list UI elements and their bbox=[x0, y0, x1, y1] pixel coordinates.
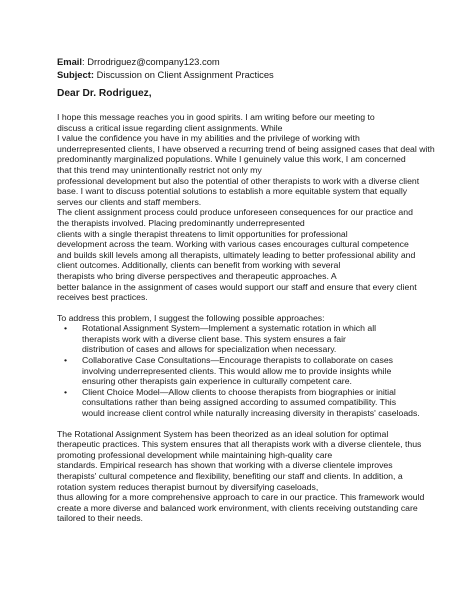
bullet-text: involving underrepresented clients. This would allow me to provide insights while bbox=[82, 365, 392, 376]
bullet-item bbox=[57, 323, 422, 355]
bullet-text: Collaborative Case Consultations—Encourage therapists to collaborate on cases bbox=[82, 355, 393, 366]
intro-line: therapists who bring diverse perspectives and therapeutic approaches. A bbox=[57, 270, 337, 281]
bullet-text: ensuring other therapists gain experience in culturally competent care. bbox=[82, 376, 352, 387]
intro-line: The client assignment process could produce unforeseen consequences for our practice and bbox=[57, 207, 413, 218]
email-line bbox=[57, 56, 274, 69]
email-address: : Drrodriguez@company123.com bbox=[82, 56, 220, 67]
intro-line: the therapists involved. Placing predominantly underrepresented bbox=[57, 217, 305, 228]
subject-label: Subject: bbox=[57, 68, 94, 80]
intro-line: receives best practices. bbox=[57, 292, 148, 303]
closing-line: standards. Empirical research has shown that working with a diverse clientele improves bbox=[57, 460, 393, 471]
intro-line: predominantly marginalized populations. While I genuinely value this work, I am concerned bbox=[57, 154, 406, 165]
bullet-item bbox=[57, 355, 422, 387]
intro-line: client outcomes. Additionally, clients can benefit from working with several bbox=[57, 260, 341, 271]
bullet-text: consultations rather than being assigned according to assumed compatibility. This bbox=[82, 397, 397, 408]
closing-line: thus allowing for a more comprehensive approach to care in our practice. This framework would bbox=[57, 492, 425, 503]
intro-line: underrepresented clients, I have observed a recurring trend of being assigned cases that deal with bbox=[57, 143, 435, 154]
paragraph-gap bbox=[57, 303, 422, 313]
bullet-dot: • bbox=[64, 386, 68, 397]
closing-line: therapeutic practices. This system ensures that all therapists work with a diverse clientele, thus bbox=[57, 439, 422, 450]
intro-line: and builds skill levels among all therapists, ultimately leading to better professional ability and bbox=[57, 249, 416, 260]
email-label: Email bbox=[57, 56, 83, 67]
intro-line: discuss a critical issue regarding client assignments. While bbox=[57, 122, 283, 133]
intro-line: I hope this message reaches you in good spirits. I am writing before our meeting to bbox=[57, 112, 375, 122]
intro-line: better balance in the assignment of cases would support our staff and ensure that every client bbox=[57, 281, 417, 292]
intro-line: that this trend may unintentionally restrict not only my bbox=[57, 164, 262, 175]
approaches-list bbox=[57, 323, 422, 418]
closing-line: create a more diverse and balanced work environment, with clients receiving outstanding care bbox=[57, 502, 418, 513]
closing-line: promoting professional development while maintaining high-quality care bbox=[57, 449, 333, 460]
closing-line: rotation system reduces therapist burnout by diversifying caseloads, bbox=[57, 481, 319, 492]
letter-body bbox=[57, 112, 435, 524]
intro-paragraph bbox=[57, 112, 435, 303]
salutation: Dear Dr. Rodriguez, bbox=[57, 88, 152, 99]
intro-line: serves our clients and staff members. bbox=[57, 196, 202, 207]
bullet-item bbox=[57, 387, 422, 419]
intro-line: I value the confidence you have in my abilities and the privilege of working with bbox=[57, 133, 360, 144]
intro-line: base. I want to discuss potential solutions to establish a more equitable system that equally bbox=[57, 186, 408, 197]
bullet-dot: • bbox=[64, 355, 68, 366]
intro-line: clients with a single therapist threatens to limit opportunities for professional bbox=[57, 228, 348, 239]
subject-text: Discussion on Client Assignment Practices bbox=[93, 68, 274, 80]
intro-line: professional development but also the potential of other therapists to work with a diverse client bbox=[57, 175, 420, 186]
closing-line: The Rotational Assignment System has been theorized as an ideal solution for optimal bbox=[57, 428, 389, 439]
bullet-text: Client Choice Model—Allow clients to choose therapists from biographies or initial bbox=[82, 386, 396, 397]
bullet-text: distribution of cases and allows for specialization when necessary. bbox=[82, 344, 337, 355]
bullet-dot: • bbox=[64, 323, 68, 334]
closing-paragraph bbox=[57, 428, 425, 524]
bullet-text: would increase client control while naturally increasing diversity in therapists' caseloads. bbox=[82, 408, 420, 419]
bullet-text: Rotational Assignment System—Implement a systematic rotation in which all bbox=[82, 323, 377, 334]
approaches-intro: To address this problem, I suggest the following possible approaches: bbox=[57, 312, 325, 323]
email-header bbox=[57, 56, 274, 81]
subject-line bbox=[57, 69, 274, 82]
bullet-text: therapists work with a diverse client base. This system ensures a fair bbox=[82, 333, 346, 344]
paragraph-gap bbox=[57, 419, 422, 429]
closing-line: tailored to their needs. bbox=[57, 513, 143, 524]
intro-line: development across the team. Working with various cases encourages cultural competence bbox=[57, 239, 409, 250]
closing-line: therapists' cultural competence and flexibility, benefiting our staff and clients. In addition, a bbox=[57, 471, 403, 481]
